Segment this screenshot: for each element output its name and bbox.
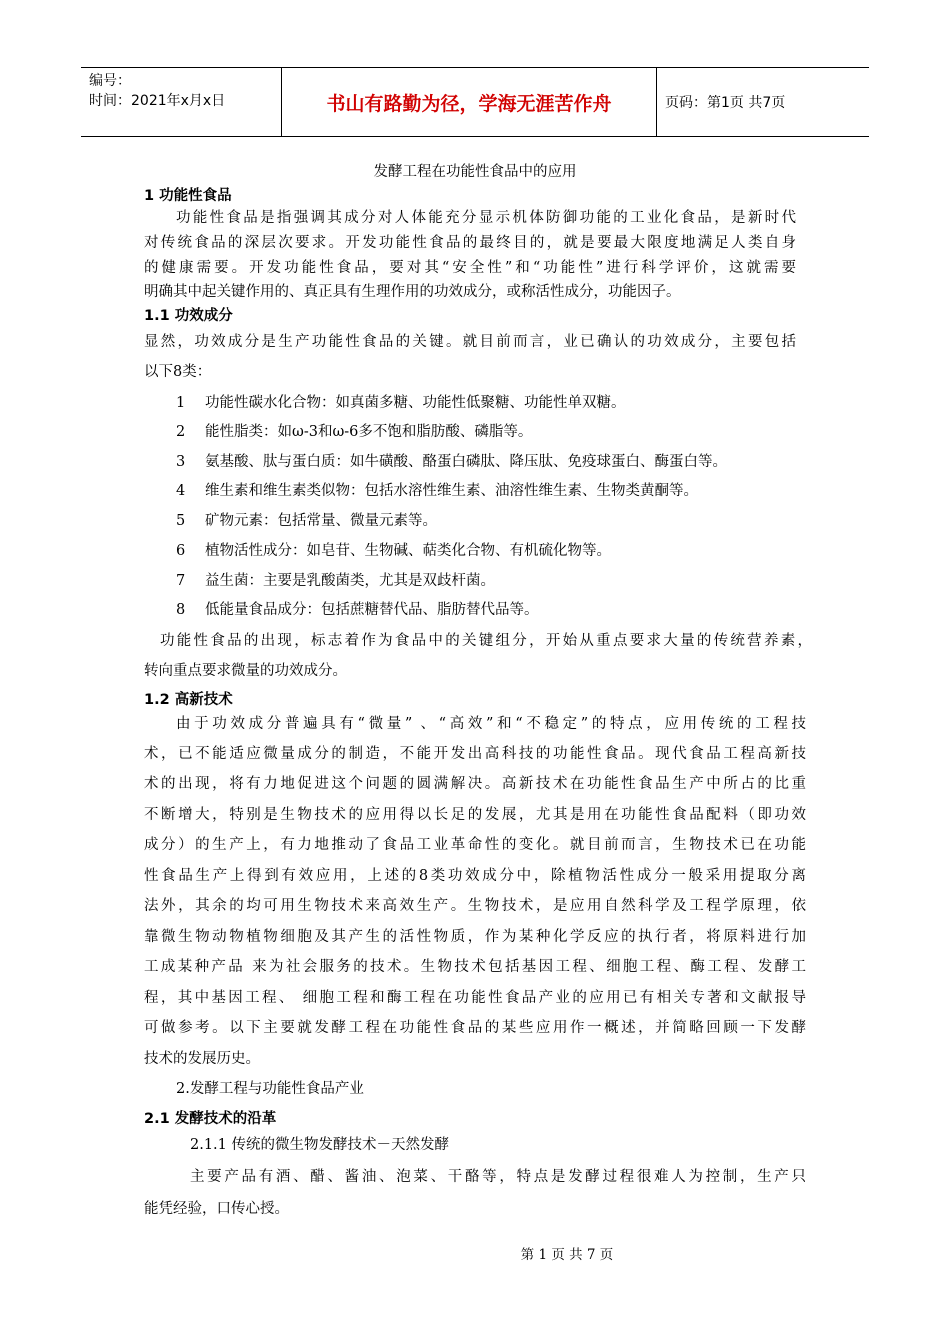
- list-item-number: 7: [176, 573, 186, 589]
- paragraph-line: 由于功效成分普遍具有“微量” 、“高效”和“不稳定”的特点，应用传统的工程技: [176, 716, 806, 732]
- list-item-text: 矿物元素：包括常量、微量元素等。: [205, 513, 437, 529]
- paragraph-line: 性食品生产上得到有效应用，上述的8类功效成分中，除植物活性成分一般采用提取分离: [144, 868, 806, 884]
- paragraph-line: 功能性食品是指强调其成分对人体能充分显示机体防御功能的工业化食品，是新时代: [176, 210, 796, 226]
- paragraph-line: 可做参考。以下主要就发酵工程在功能性食品的某些应用作一概述，并简略回顾一下发酵: [144, 1020, 806, 1036]
- paragraph-line: 成分）的生产上，有力地推动了食品工业革命性的变化。就目前而言，生物技术已在功能: [144, 837, 806, 853]
- section-heading-1-1: 1.1 功效成分: [144, 308, 233, 324]
- page-footer: 第 1 页 共 7 页: [520, 1247, 614, 1263]
- paragraph-line: 能凭经验，口传心授。: [144, 1201, 289, 1217]
- paragraph-line: 工成某种产品 来为社会服务的技术。生物技术包括基因工程、细胞工程、酶工程、发酵工: [144, 959, 806, 975]
- list-item-text: 维生素和维生素类似物：包括水溶性维生素、油溶性维生素、生物类黄酮等。: [205, 483, 698, 499]
- section-heading-2: 2.发酵工程与功能性食品产业: [176, 1081, 364, 1097]
- list-item-text: 低能量食品成分：包括蔗糖替代品、脂肪替代品等。: [205, 602, 539, 618]
- list-item-text: 植物活性成分：如皂苷、生物碱、萜类化合物、有机硫化物等。: [205, 543, 611, 559]
- paragraph-line: 术的出现，将有力地促进这个问题的圆满解决。高新技术在功能性食品生产中所占的比重: [144, 776, 806, 792]
- paragraph-line: 显然，功效成分是生产功能性食品的关键。就目前而言，业已确认的功效成分，主要包括: [144, 334, 796, 350]
- paragraph-line: 的健康需要。开发功能性食品，要对其“安全性”和“功能性”进行科学评价，这就需要: [144, 260, 796, 276]
- section-heading-1: 1 功能性食品: [144, 188, 232, 204]
- section-heading-2-1-1: 2.1.1 传统的微生物发酵技术－天然发酵: [190, 1137, 450, 1153]
- list-item-number: 1: [176, 395, 186, 411]
- header-page-cell: [656, 68, 870, 136]
- paragraph-line: 法外，其余的均可用生物技术来高效生产。生物技术，是应用自然科学及工程学原理，依: [144, 898, 806, 914]
- paragraph-line: 以下8类：: [144, 364, 212, 380]
- paragraph-line: 功能性食品的出现，标志着作为食品中的关键组分，开始从重点要求大量的传统营养素，: [160, 633, 812, 649]
- doc-title: 发酵工程在功能性食品中的应用: [373, 164, 577, 180]
- paragraph-line: 不断增大，特别是生物技术的应用得以长足的发展，尤其是用在功能性食品配料（即功效: [144, 807, 806, 823]
- list-item-text: 功能性碳水化合物：如真菌多糖、功能性低聚糖、功能性单双糖。: [205, 395, 626, 411]
- header-motto-cell: [282, 68, 656, 136]
- paragraph-line: 术，已不能适应微量成分的制造，不能开发出高科技的功能性食品。现代食品工程高新技: [144, 746, 806, 762]
- list-item-number: 4: [176, 483, 186, 499]
- paragraph-line: 转向重点要求微量的功效成分。: [144, 663, 347, 679]
- list-item-number: 8: [176, 602, 186, 618]
- paragraph-line: 技术的发展历史。: [144, 1051, 260, 1067]
- paragraph-line: 靠微生物动物植物细胞及其产生的活性物质，作为某种化学反应的执行者，将原料进行加: [144, 929, 806, 945]
- paragraph-line: 对传统食品的深层次要求。开发功能性食品的最终目的，就是要最大限度地满足人类自身: [144, 235, 796, 251]
- header-motto: 书山有路勤为径，学海无涯苦作舟: [326, 93, 612, 115]
- list-item-text: 氨基酸、肽与蛋白质：如牛磺酸、酪蛋白磷肽、降压肽、免疫球蛋白、酶蛋白等。: [205, 454, 727, 470]
- list-item-text: 能性脂类：如ω-3和ω-6多不饱和脂肪酸、磷脂等。: [205, 424, 533, 440]
- paragraph-line: 主要产品有酒、醋、酱油、泡菜、干酪等，特点是发酵过程很难人为控制，生产只: [190, 1169, 806, 1185]
- header-page-code: 页码：第1页 共7页: [665, 95, 786, 111]
- list-item-number: 3: [176, 454, 186, 470]
- header-info-cell: [81, 68, 282, 136]
- list-item-number: 5: [176, 513, 186, 529]
- list-item-number: 6: [176, 543, 186, 559]
- paragraph-line: 程，其中基因工程、 细胞工程和酶工程在功能性食品产业的应用已有相关专著和文献报导: [144, 990, 806, 1006]
- paragraph-line: 明确其中起关键作用的、真正具有生理作用的功效成分，或称活性成分，功能因子。: [144, 284, 681, 300]
- page-header: [81, 67, 869, 137]
- section-heading-1-2: 1.2 高新技术: [144, 692, 233, 708]
- doc-number-label: 编号：: [89, 73, 131, 89]
- section-heading-2-1: 2.1 发酵技术的沿革: [144, 1111, 277, 1127]
- list-item-number: 2: [176, 424, 186, 440]
- doc-time-label: 时间：2021年x月x日: [89, 93, 226, 109]
- list-item-text: 益生菌：主要是乳酸菌类，尤其是双歧杆菌。: [205, 573, 495, 589]
